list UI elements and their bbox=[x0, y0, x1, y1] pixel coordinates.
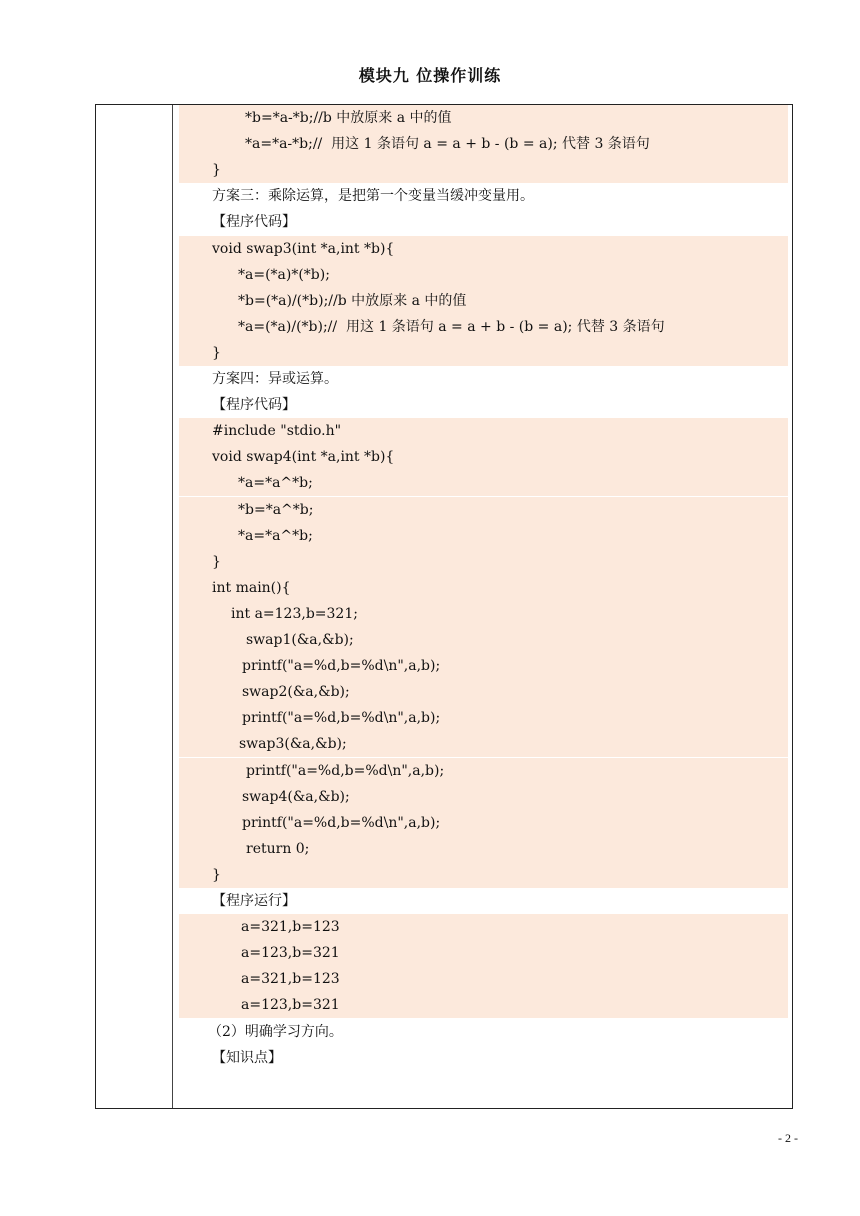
text-line: 【程序运行】 bbox=[212, 893, 296, 909]
content-table bbox=[95, 104, 793, 1109]
code-line: *b=*a-*b;//b 中放原来 a 中的值 bbox=[179, 105, 788, 131]
code-line: printf("a=%d,b=%d\n",a,b); bbox=[179, 705, 788, 731]
text-line: 方案三：乘除运算，是把第一个变量当缓冲变量用。 bbox=[212, 188, 534, 205]
code-line: *b=(*a)/(*b);//b 中放原来 a 中的值 bbox=[179, 288, 788, 314]
code-line: *a=(*a)/(*b);// 用这 1 条语句 a = a + b - (b = a); 代替 3 条语句 bbox=[179, 314, 788, 340]
code-line: } bbox=[179, 862, 788, 888]
code-line: } bbox=[179, 157, 788, 183]
code-line: a=123,b=321 bbox=[179, 940, 788, 966]
code-line: a=321,b=123 bbox=[179, 966, 788, 992]
page-number: - 2 - bbox=[778, 1131, 798, 1145]
code-line: *a=*a^*b; bbox=[179, 523, 788, 549]
code-line: a=123,b=321 bbox=[179, 992, 788, 1018]
code-line: } bbox=[179, 549, 788, 575]
page-header-title: 模块九 位操作训练 bbox=[358, 66, 502, 85]
table-content-cell bbox=[173, 105, 792, 1108]
text-line: 方案四：异或运算。 bbox=[212, 371, 338, 387]
code-line: swap4(&a,&b); bbox=[179, 784, 788, 810]
code-line: swap2(&a,&b); bbox=[179, 679, 788, 705]
code-line: a=321,b=123 bbox=[179, 914, 788, 940]
code-line: printf("a=%d,b=%d\n",a,b); bbox=[179, 810, 788, 836]
table-left-column bbox=[96, 105, 173, 1108]
code-line: int main(){ bbox=[179, 575, 788, 601]
code-line: *a=*a-*b;// 用这 1 条语句 a = a + b - (b = a); 代替 3 条语句 bbox=[179, 131, 788, 157]
text-line: （2）明确学习方向。 bbox=[208, 1023, 343, 1040]
code-line: *a=*a^*b; bbox=[179, 470, 788, 496]
code-line: printf("a=%d,b=%d\n",a,b); bbox=[179, 653, 788, 679]
code-line: *a=(*a)*(*b); bbox=[179, 262, 788, 288]
code-line: return 0; bbox=[179, 836, 788, 862]
code-line: void swap3(int *a,int *b){ bbox=[179, 236, 788, 262]
text-line: 【程序代码】 bbox=[212, 214, 296, 231]
code-line: #include "stdio.h" bbox=[179, 418, 788, 444]
code-line: swap1(&a,&b); bbox=[179, 627, 788, 653]
code-line: } bbox=[179, 340, 788, 366]
text-line: 【程序代码】 bbox=[212, 397, 296, 414]
code-line: *b=*a^*b; bbox=[179, 497, 788, 523]
code-line: printf("a=%d,b=%d\n",a,b); bbox=[179, 758, 788, 784]
code-line: int a=123,b=321; bbox=[179, 601, 788, 627]
code-line: swap3(&a,&b); bbox=[179, 731, 788, 757]
code-line: void swap4(int *a,int *b){ bbox=[179, 444, 788, 470]
text-line: 【知识点】 bbox=[212, 1049, 282, 1066]
